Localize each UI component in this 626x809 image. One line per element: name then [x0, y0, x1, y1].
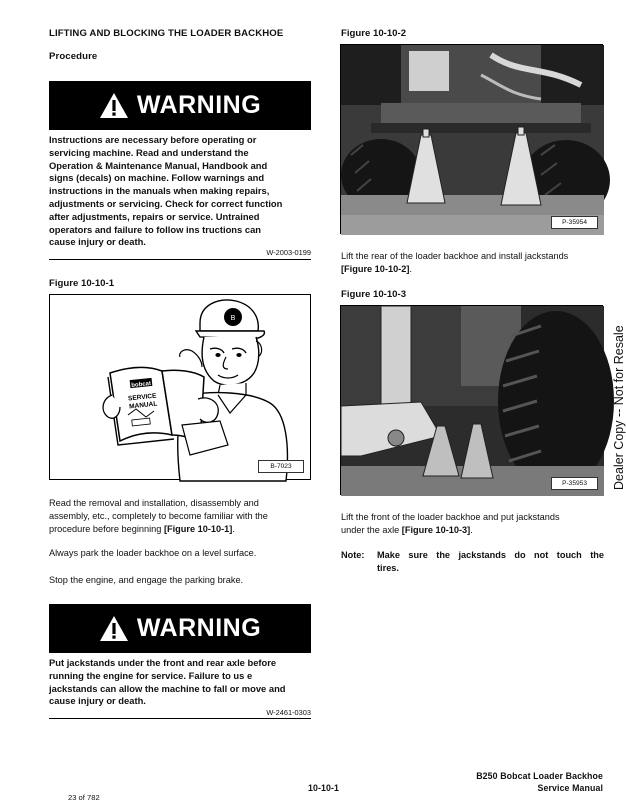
warning-1-line: servicing machine. Read and understand the	[49, 146, 249, 158]
warning-banner-2	[49, 604, 311, 653]
footer-page-number: 10-10-1	[308, 783, 340, 793]
warning-code-2: W-2461-0303	[266, 708, 311, 717]
intro-prefix: procedure before beginning	[49, 524, 164, 534]
intro-end: .	[232, 524, 235, 534]
warning-banner-text-1: WARNING	[136, 91, 262, 119]
warning-2-line: running the engine for service. Failure to us e	[49, 669, 253, 681]
figure-1-code: B-7023	[258, 460, 304, 473]
figure-3-code: P-35953	[551, 477, 598, 490]
figure-3-caption	[341, 511, 604, 537]
intro-paragraph	[49, 497, 311, 536]
warning-1-line: Instructions are necessary before operating or	[49, 134, 257, 145]
warning-box-2	[49, 604, 311, 720]
svg-text:B: B	[230, 315, 236, 322]
park-instruction: Always park the loader backhoe on a level surface.	[49, 548, 257, 558]
warning-2-line: jackstands can allow the machine to fall or move and	[49, 682, 286, 694]
warning-text-1	[49, 134, 311, 249]
warning-banner-1	[49, 81, 311, 130]
warning-1-line: cause injury or death.	[49, 236, 146, 248]
figure-2-label: Figure 10-10-2	[341, 28, 407, 39]
warning-code-1: W-2003-0199	[266, 248, 311, 257]
warning-2-line: cause injury or death.	[49, 695, 146, 707]
warning-1-line: adjustments or servicing. Check for correct function	[49, 197, 283, 209]
warning-rule-2	[49, 718, 311, 719]
intro-line-last	[49, 523, 311, 536]
warning-1-line: instructions in the manuals when making repairs,	[49, 185, 270, 197]
figure-2-caption-ref-line	[341, 263, 604, 276]
warning-1-line: Operation & Maintenance Manual, Handbook and	[49, 159, 268, 171]
intro-line: Read the removal and installation, disassembly and	[49, 498, 259, 508]
front-jackstands-photo	[341, 306, 604, 496]
dealer-copy-label: Dealer Copy -- Not for Resale	[612, 325, 626, 490]
warning-triangle-icon	[99, 615, 129, 642]
warning-rule-1	[49, 259, 311, 260]
figure-2-caption-end: .	[409, 264, 412, 274]
figure-2-reference[interactable]: [Figure 10-10-2]	[341, 264, 410, 274]
procedure-heading: Procedure	[49, 51, 98, 62]
note-line: tires.	[377, 563, 399, 573]
figure-3-reference[interactable]: [Figure 10-10-3]	[401, 525, 471, 535]
warning-text-2	[49, 657, 311, 708]
figure-1-label: Figure 10-10-1	[49, 278, 115, 289]
intro-line: assembly, etc., completely to become familiar with the	[49, 511, 268, 521]
warning-2-line: Put jackstands under the front and rear axle before	[49, 657, 277, 668]
warning-1-line: operators and failure to follow ins tructions can	[49, 223, 262, 235]
figure-2-code: P-35954	[551, 216, 598, 229]
note-text	[377, 549, 604, 575]
figure-1-reference[interactable]: [Figure 10-10-1]	[163, 524, 233, 534]
figure-3-caption-prefix: under the axle	[341, 525, 402, 535]
figure-3-label: Figure 10-10-3	[341, 289, 407, 300]
reading-man-illustration	[50, 295, 312, 481]
book-title-line-1: SERVICE	[127, 392, 157, 403]
note-line: Make sure the jackstands do not touch the	[377, 550, 604, 560]
figure-3-caption-ref-line	[341, 524, 604, 537]
note-label: Note:	[341, 550, 365, 560]
warning-triangle-icon	[99, 92, 129, 119]
book-brand: bobcat	[131, 380, 152, 390]
figure-2-caption-line: Lift the rear of the loader backhoe and install jackstands	[341, 251, 569, 261]
warning-banner-text-2: WARNING	[136, 614, 262, 642]
section-title: LIFTING AND BLOCKING THE LOADER BACKHOE	[49, 28, 284, 39]
rear-jackstands-photo	[341, 45, 604, 235]
warning-1-line: signs (decals) on machine. Follow warnings and	[49, 172, 265, 184]
pdf-page-counter: 23 of 782	[68, 793, 100, 802]
figure-3-photo	[340, 305, 603, 495]
warning-1-line: after adjustments, repairs or service. Untrained	[49, 210, 260, 222]
figure-1-frame	[49, 294, 311, 480]
engine-instruction: Stop the engine, and engage the parking brake.	[49, 575, 244, 585]
warning-box-1	[49, 81, 311, 261]
book-title-line-2: MANUAL	[128, 400, 158, 411]
figure-3-caption-line: Lift the front of the loader backhoe and put jackstands	[341, 512, 560, 522]
footer-manual-title: B250 Bobcat Loader Backhoe	[476, 771, 603, 781]
footer-manual-subtitle: Service Manual	[537, 783, 603, 793]
figure-3-caption-end: .	[470, 525, 473, 535]
figure-2-photo	[340, 44, 603, 234]
figure-2-caption	[341, 250, 604, 276]
